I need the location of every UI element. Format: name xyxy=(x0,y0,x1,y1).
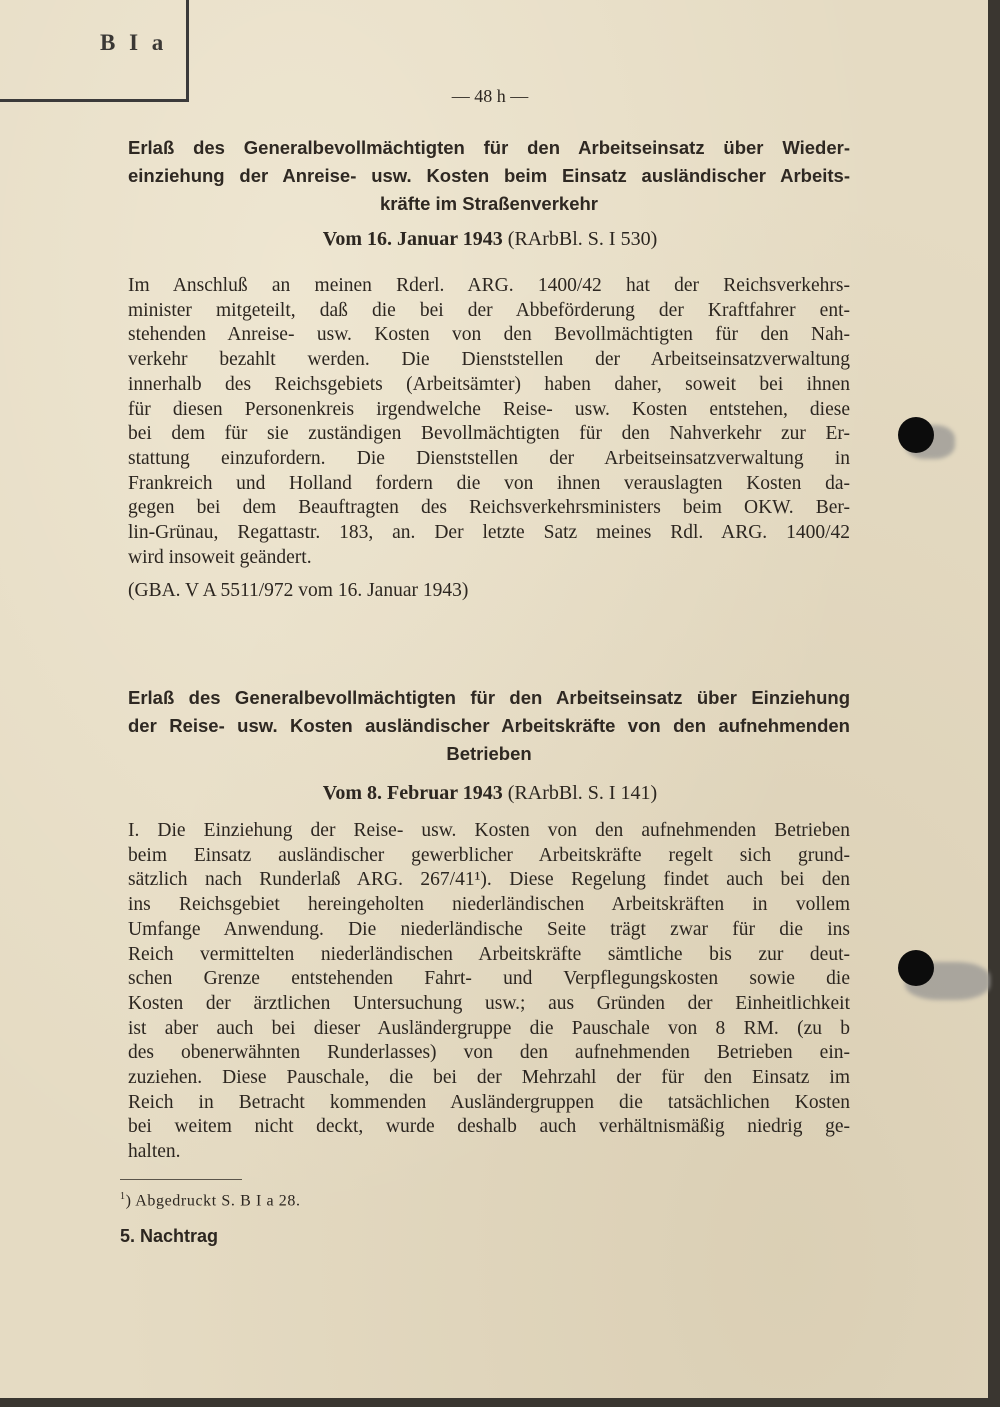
supplement-label: 5. Nachtrag xyxy=(120,1226,219,1246)
decree1-body xyxy=(128,274,850,570)
page-number: — 48 h — xyxy=(451,86,529,106)
punch-hole-icon xyxy=(898,950,934,986)
decree1-title xyxy=(128,134,850,218)
decree2-title xyxy=(128,684,850,768)
footnote-text: ) Abgedruckt S. B I a 28. xyxy=(125,1192,301,1210)
text-line: verkehr bezahlt werden. Die Dienststellen der Arbeitseinsatzverwaltung xyxy=(128,349,850,371)
text-line: Kosten der ärztlichen Untersuchung usw.; aus Gründen der Einheitlichkeit xyxy=(128,992,850,1014)
decree2-date-ref: (RArbBl. S. I 141) xyxy=(502,782,658,804)
decree2-date-text: Vom 8. Februar 1943 xyxy=(322,782,503,804)
text-line: zuziehen. Diese Pauschale, die bei der Mehrzahl der für den Einsatz im xyxy=(128,1067,850,1089)
text-line: Erlaß des Generalbevollmächtigten für den Arbeitseinsatz über Einziehung xyxy=(128,687,850,708)
text-line: des obenerwähnten Runderlasses) von den aufnehmenden Betrieben ein- xyxy=(128,1042,850,1064)
text-line: kräfte im Straßenverkehr xyxy=(380,193,598,214)
text-line: lin-Grünau, Regattastr. 183, an. Der letzte Satz meines Rdl. ARG. 1400/42 xyxy=(128,522,850,544)
text-line: Frankreich und Holland fordern die von ihnen verauslagten Kosten da- xyxy=(128,472,850,494)
text-line: minister mitgeteilt, daß die bei der Abbeförderung der Kraftfahrer ent- xyxy=(128,299,850,321)
text-line: ins Reichsgebiet hereingeholten niederländischen Arbeitskräften in vollem xyxy=(128,894,850,916)
decree2-body xyxy=(128,819,850,1165)
footnote xyxy=(120,1191,301,1210)
decree1-date-text: Vom 16. Januar 1943 xyxy=(322,228,503,250)
decree1-date-ref: (RArbBl. S. I 530) xyxy=(502,228,658,250)
text-line: I. Die Einziehung der Reise- usw. Kosten von den aufnehmenden Betrieben xyxy=(128,820,850,841)
text-line: einziehung der Anreise- usw. Kosten beim Einsatz ausländischer Arbeits- xyxy=(128,165,850,186)
text-line: Reich in Betracht kommenden Ausländergruppen die tatsächlichen Kosten xyxy=(128,1091,850,1113)
text-line: sätzlich nach Runderlaß ARG. 267/41¹). Diese Regelung findet auch bei den xyxy=(128,869,850,891)
text-line: stehenden Anreise- usw. Kosten von den Bevollmächtigten für den Nah- xyxy=(128,324,850,346)
text-line: der Reise- usw. Kosten ausländischer Arbeitskräfte von den aufnehmenden xyxy=(128,715,850,736)
text-line: schen Grenze entstehenden Fahrt- und Verpflegungskosten sowie die xyxy=(128,968,850,990)
text-line: für diesen Personenkreis irgendwelche Reise- usw. Kosten entstehen, diese xyxy=(128,398,850,420)
text-line: bei dem für sie zuständigen Bevollmächtigten für den Nahverkehr zur Er- xyxy=(128,423,850,445)
text-line: beim Einsatz ausländischer gewerblicher Arbeitskräfte regelt sich grund- xyxy=(128,844,850,866)
decree2-date xyxy=(0,782,980,805)
decree1-date xyxy=(0,228,980,251)
text-line: Erlaß des Generalbevollmächtigten für den Arbeitseinsatz über Wieder- xyxy=(128,137,850,158)
text-line: gegen bei dem Beauftragten des Reichsverkehrsministers beim OKW. Ber- xyxy=(128,497,850,519)
text-line: innerhalb des Reichsgebiets (Arbeitsämter) haben daher, soweit bei ihnen xyxy=(128,373,850,395)
text-line: Im Anschluß an meinen Rderl. ARG. 1400/42 hat der Reichsverkehrs- xyxy=(128,275,850,296)
footnote-marker: 1 xyxy=(120,1191,126,1202)
text-line: Reich vermittelten niederländischen Arbeitskräfte sämtliche bis zur deut- xyxy=(128,943,850,965)
text-line: ist aber auch bei dieser Ausländergruppe die Pauschale von 8 RM. (zu b xyxy=(128,1017,850,1039)
text-line: halten. xyxy=(128,1141,181,1163)
text-line: wird insoweit geändert. xyxy=(128,546,312,568)
text-line: stattung einzufordern. Die Dienststellen der Arbeitseinsatzverwaltung in xyxy=(128,447,850,469)
decree1-citation: (GBA. V A 5511/972 vom 16. Januar 1943) xyxy=(128,580,469,601)
text-line: bei weitem nicht deckt, wurde deshalb auch verhältnismäßig niedrig ge- xyxy=(128,1116,850,1138)
text-line: Umfange Anwendung. Die niederländische Seite trägt zwar für die ins xyxy=(128,918,850,940)
text-line: Betrieben xyxy=(446,743,532,764)
punch-hole-icon xyxy=(898,417,934,453)
section-label: B I a xyxy=(100,30,168,55)
footnote-divider xyxy=(120,1179,242,1180)
